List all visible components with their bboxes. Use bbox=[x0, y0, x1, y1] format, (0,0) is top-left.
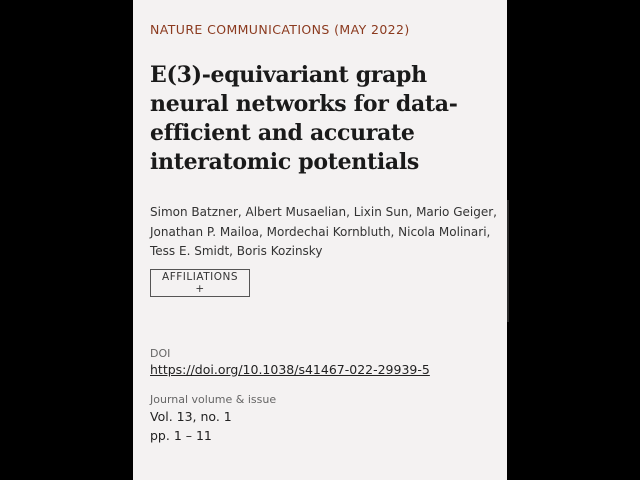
journal-name: NATURE COMMUNICATIONS (MAY 2022) bbox=[150, 22, 410, 37]
author-line: Jonathan P. Mailoa, Mordechai Kornbluth, Nicola Molinari, bbox=[150, 224, 491, 239]
divider bbox=[507, 200, 509, 322]
author-line: Tess E. Smidt, Boris Kozinsky bbox=[150, 244, 323, 258]
author-list bbox=[150, 203, 495, 262]
page-range: pp. 1 – 11 bbox=[150, 428, 212, 443]
affiliations-button[interactable]: AFFILIATIONS + bbox=[150, 269, 250, 297]
title-line: neural networks for data- bbox=[150, 91, 458, 117]
title-line: E(3)-equivariant graph bbox=[150, 62, 427, 88]
doi-label: DOI bbox=[150, 347, 171, 360]
volume-label: Journal volume & issue bbox=[150, 393, 277, 406]
volume-issue: Vol. 13, no. 1 bbox=[150, 409, 232, 424]
article-title bbox=[150, 61, 495, 177]
title-line: efficient and accurate bbox=[150, 120, 415, 146]
doi-link[interactable]: https://doi.org/10.1038/s41467-022-29939-5 bbox=[150, 362, 430, 377]
author-line: Simon Batzner, Albert Musaelian, Lixin Sun, Mario Geiger, bbox=[150, 205, 497, 219]
title-line: interatomic potentials bbox=[150, 149, 420, 175]
article-panel bbox=[133, 0, 507, 480]
